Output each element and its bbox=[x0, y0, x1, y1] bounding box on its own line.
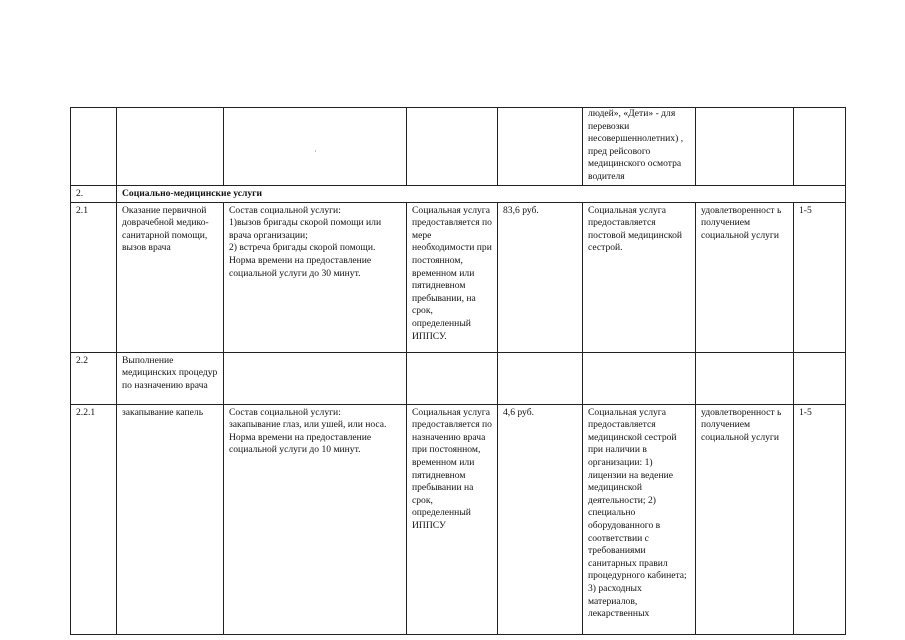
composition-line: 2) встреча бригады скорой помощи. Норма времени на предоставление социальной услуги до 30 минут. bbox=[229, 242, 376, 279]
cell-price bbox=[498, 108, 583, 186]
cell-conditions bbox=[407, 352, 498, 404]
composition-line: Норма времени на предоставление социальной услуги до 10 минут. bbox=[229, 431, 372, 456]
cell-num: 2.2 bbox=[71, 352, 117, 404]
composition-line: Состав социальной услуги: bbox=[229, 406, 341, 418]
table-row bbox=[71, 404, 846, 634]
cell-num: 2.1 bbox=[71, 202, 117, 352]
cell-name bbox=[117, 108, 224, 186]
cell-rating bbox=[794, 108, 846, 186]
cell-conditions bbox=[407, 108, 498, 186]
cell-name: Выполнение медицинских процедур по назначению врача bbox=[117, 352, 224, 404]
cell-composition bbox=[224, 108, 407, 186]
cell-rating bbox=[794, 352, 846, 404]
cell-quality: удовлетворенност ь получением социальной услуги bbox=[696, 202, 794, 352]
cell-price: 83,6 руб. bbox=[498, 202, 583, 352]
table-row bbox=[71, 108, 846, 186]
cell-provision: людей», «Дети» - для перевозки несовершеннолетних) , пред рейсового медицинского осмотра водителя bbox=[583, 108, 696, 186]
cell-provision bbox=[583, 352, 696, 404]
cell-num: 2.2.1 bbox=[71, 404, 117, 634]
cell-price bbox=[498, 352, 583, 404]
composition-line: закапывание глаз, или ушей, или носа. bbox=[229, 419, 387, 431]
cell-rating: 1-5 bbox=[794, 202, 846, 352]
section-title: Социально-медицинские услуги bbox=[117, 186, 846, 203]
section-row bbox=[71, 186, 846, 203]
section-num: 2. bbox=[71, 186, 117, 203]
cell-name: Оказание первичной доврачебной медико-санитарной помощи, вызов врача bbox=[117, 202, 224, 352]
composition-line: Состав социальной услуги: bbox=[229, 204, 341, 216]
cell-quality bbox=[696, 352, 794, 404]
composition-line: 1)вызов бригады скорой помощи или врача организации; bbox=[229, 217, 382, 241]
cell-name: закапывание капель bbox=[117, 404, 224, 634]
cell-provision: Социальная услуга предоставляется постовой медицинской сестрой. bbox=[583, 202, 696, 352]
cell-rating: 1-5 bbox=[794, 404, 846, 634]
table-row bbox=[71, 202, 846, 352]
cell-composition bbox=[224, 352, 407, 404]
table-row bbox=[71, 352, 846, 404]
cell-composition bbox=[224, 202, 407, 352]
scan-dot: · bbox=[314, 147, 317, 156]
cell-conditions: Социальная услуга предоставляется по мере необходимости при постоянном, временном или пятидневном пребывании, на срок, определенный ИППСУ. bbox=[407, 202, 498, 352]
cell-composition bbox=[224, 404, 407, 634]
services-table bbox=[70, 107, 846, 635]
cell-provision: Социальная услуга предоставляется медицинской сестрой при наличии в организации: 1) лицензии на ведение медицинской деятельности; 2) специально оборудованного в соответствии с требованиями санитарных правил процедурного кабинета; 3) расходных материалов, лекарственных bbox=[583, 404, 696, 634]
cell-price: 4,6 руб. bbox=[498, 404, 583, 634]
cell-num bbox=[71, 108, 117, 186]
cell-quality: удовлетворенност ь получением социальной услуги bbox=[696, 404, 794, 634]
cell-conditions: Социальная услуга предоставляется по назначению врача при постоянном, временном или пятидневном пребывании на срок, определенный ИППСУ bbox=[407, 404, 498, 634]
cell-quality bbox=[696, 108, 794, 186]
